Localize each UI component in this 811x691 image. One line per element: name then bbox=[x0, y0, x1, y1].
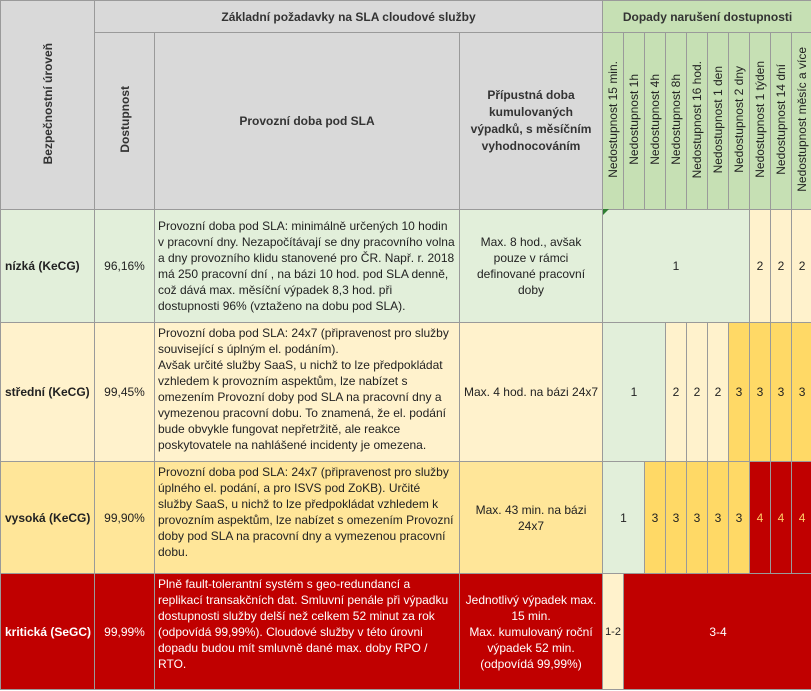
operating-time-cell: Plně fault-tolerantní systém s geo-redundancí a replikací transakčních dat. Smluvní penále při výpadku dostupnosti služby delší než celkem 52 minut za rok (odpovídá 99,99%). Cloudové služby v této úrovni dopadu budou mít smluvně dané max. doby RPO / RTO. bbox=[155, 574, 460, 690]
cumulative-outage-header: Přípustná doba kumulovaných výpadků, s měsíčním vyhodnocováním bbox=[460, 33, 603, 210]
table-row bbox=[1, 210, 811, 323]
impact-col-label: Nedostupnost 1 den bbox=[711, 65, 726, 174]
impact-col-label: Nedostupnost 1 týden bbox=[753, 61, 768, 178]
impact-cell: 1 bbox=[603, 210, 750, 323]
impact-col-label: Nedostupnost 8h bbox=[669, 74, 684, 165]
impact-col-header bbox=[687, 33, 708, 210]
impact-cell: 3 bbox=[729, 323, 750, 462]
availability-cell: 96,16% bbox=[95, 210, 155, 323]
availability-cell: 99,99% bbox=[95, 574, 155, 690]
impact-col-label: Nedostupnost 1h bbox=[627, 74, 642, 165]
security-level-header-label: Bezpečnostní úroveň bbox=[40, 42, 55, 165]
impact-col-label: Nedostupnost 14 dní bbox=[774, 64, 789, 175]
cumulative-outage-cell: Max. 8 hod., avšak pouze v rámci definované pracovní doby bbox=[460, 210, 603, 323]
security-level-cell: nízká (KeCG) bbox=[1, 210, 95, 323]
table-row bbox=[1, 323, 811, 462]
operating-time-cell: Provozní doba pod SLA: 24x7 (připravenost pro služby úplného el. podání, a pro ISVS pod ZoKB). Určité služby SaaS, u nichž to lze předpokládat vzhledem k provozním aspektům, lze nabízet s omezením Provozní doby pod SLA na pracovní dny a vymezenou pracovní dobu. bbox=[155, 462, 460, 574]
impact-col-label: Nedostupnost měsíc a více bbox=[795, 47, 810, 192]
impact-col-header bbox=[792, 33, 811, 210]
impact-col-header bbox=[729, 33, 750, 210]
impact-cell: 3 bbox=[750, 323, 771, 462]
availability-header bbox=[95, 33, 155, 210]
impact-cell: 3-4 bbox=[624, 574, 811, 690]
impact-col-header bbox=[624, 33, 645, 210]
cumulative-outage-cell: Max. 43 min. na bázi 24x7 bbox=[460, 462, 603, 574]
impact-cell: 1 bbox=[603, 323, 666, 462]
impact-col-header bbox=[645, 33, 666, 210]
impact-cell: 1-2 bbox=[603, 574, 624, 690]
impact-col-header bbox=[750, 33, 771, 210]
impact-cell: 2 bbox=[708, 323, 729, 462]
impact-cell: 4 bbox=[750, 462, 771, 574]
impact-col-label: Nedostupnost 16 hod. bbox=[690, 60, 705, 179]
table-row bbox=[1, 574, 811, 690]
cumulative-outage-cell: Jednotlivý výpadek max. 15 min. Max. kumulovaný roční výpadek 52 min. (odpovídá 99,99%) bbox=[460, 574, 603, 690]
impact-cell: 4 bbox=[792, 462, 811, 574]
security-level-cell: vysoká (KeCG) bbox=[1, 462, 95, 574]
impact-col-header bbox=[708, 33, 729, 210]
impact-cell: 3 bbox=[708, 462, 729, 574]
impact-cell: 3 bbox=[645, 462, 666, 574]
operating-time-cell: Provozní doba pod SLA: 24x7 (připravenost pro služby související s úplným el. podáním). Avšak určité služby SaaS, u nichž to lze předpokládat vzhledem k provozním aspektům, lze nabízet s omezením Provozní doby pod SLA na pracovní dny a vymezenou pracovní dobu. To znamená, že el. podání bude obvykle fungovat nepřetržitě, ale reakce poskytovatele na nahlášené incidenty je omezena. bbox=[155, 323, 460, 462]
impact-cell: 2 bbox=[687, 323, 708, 462]
impact-col-label: Nedostupnost 15 min. bbox=[606, 61, 621, 178]
cell-comment-marker bbox=[603, 209, 609, 215]
security-level-header bbox=[1, 1, 95, 210]
impact-cell: 3 bbox=[729, 462, 750, 574]
table-row bbox=[1, 462, 811, 574]
impact-cell: 3 bbox=[771, 323, 792, 462]
impact-cell: 3 bbox=[792, 323, 811, 462]
availability-header-label: Dostupnost bbox=[117, 86, 132, 153]
security-level-cell: kritická (SeGC) bbox=[1, 574, 95, 690]
impact-col-header bbox=[666, 33, 687, 210]
availability-cell: 99,45% bbox=[95, 323, 155, 462]
impact-cell: 4 bbox=[771, 462, 792, 574]
impacts-header: Dopady narušení dostupnosti bbox=[603, 1, 811, 33]
basic-requirements-header: Základní požadavky na SLA cloudové služby bbox=[95, 1, 603, 33]
impact-col-label: Nedostupnost 4h bbox=[648, 74, 663, 165]
operating-time-cell: Provozní doba pod SLA: minimálně určených 10 hodin v pracovní dny. Nezapočítávají se dny pracovního volna a dny provozního klidu stanovené pro ČR. Např. r. 2018 má 250 pracovní dní , na bázi 10 hod. pod SLA denně, což dává max. měsíční výpadek 8,3 hod. při dostupnosti 96% (vztaženo na dobu pod SLA). bbox=[155, 210, 460, 323]
impact-col-header bbox=[603, 33, 624, 210]
impact-cell: 2 bbox=[792, 210, 811, 323]
operating-time-header: Provozní doba pod SLA bbox=[155, 33, 460, 210]
impact-col-header bbox=[771, 33, 792, 210]
availability-cell: 99,90% bbox=[95, 462, 155, 574]
impact-cell: 3 bbox=[666, 462, 687, 574]
impact-cell: 2 bbox=[771, 210, 792, 323]
impact-cell: 2 bbox=[750, 210, 771, 323]
security-level-cell: střední (KeCG) bbox=[1, 323, 95, 462]
impact-cell: 3 bbox=[687, 462, 708, 574]
impact-cell: 2 bbox=[666, 323, 687, 462]
impact-cell: 1 bbox=[603, 462, 645, 574]
impact-col-label: Nedostupnost 2 dny bbox=[732, 66, 747, 173]
cumulative-outage-cell: Max. 4 hod. na bázi 24x7 bbox=[460, 323, 603, 462]
